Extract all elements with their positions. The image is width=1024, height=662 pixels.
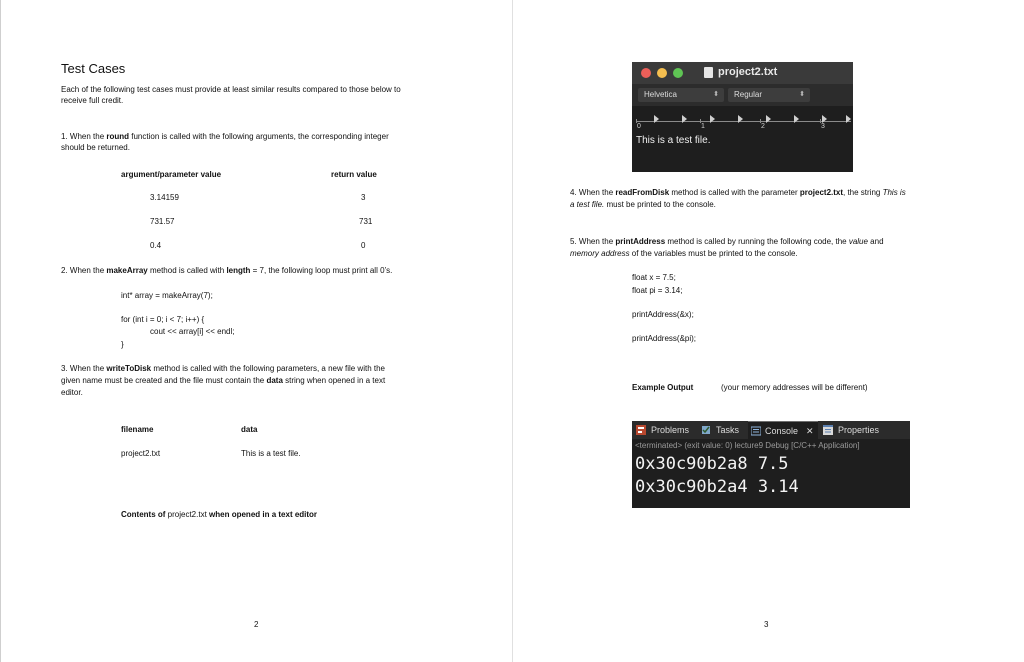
case5-w2: memory address [570,249,630,258]
console-icon [751,426,761,436]
col-return: return value [331,170,377,179]
console-panel [632,421,910,508]
case3-text [61,363,385,374]
tab-label: Problems [651,425,690,435]
stepper-icon: ⬍ [713,91,719,98]
document-icon [704,67,713,78]
case5-post: of the variables must be printed to the console. [629,249,798,258]
tab-stop-icon[interactable] [682,115,687,123]
console-tab-bar [632,421,910,439]
case1-pre: 1. When the [61,132,107,141]
contents-post: when opened in a text editor [206,510,318,519]
case3-line2-bold: data [266,376,283,385]
case1-text [61,131,389,142]
col-data: data [241,425,258,434]
tasks-icon [701,425,711,435]
minimize-window-button[interactable] [657,68,667,78]
font-family-select[interactable] [638,88,724,102]
font-style-select[interactable] [728,88,810,102]
intro-line-1: Each of the following test cases must provide at least similar results compared to those below to [61,85,401,94]
case1-line2: should be returned. [61,143,130,152]
case3-pre: 3. When the [61,364,107,373]
ruler[interactable] [632,110,853,134]
tab-stop-icon[interactable] [794,115,799,123]
case2-pre: 2. When the [61,266,107,275]
case5-text [570,236,884,247]
tab-stop-icon[interactable] [654,115,659,123]
ruler-label: 0 [637,123,641,130]
case4-str2: a test file. [570,200,605,209]
case4-text [570,187,906,198]
console-output-line: 0x30c90b2a4 3.14 [635,477,799,497]
intro-line-2: receive full credit. [61,96,124,105]
case3-fn: writeToDisk [106,364,152,373]
col-filename: filename [121,425,154,434]
properties-icon [823,425,833,435]
cell-filename: project2.txt [121,449,161,458]
case5-pre: 5. When the [570,237,616,246]
tab-console[interactable] [748,421,818,440]
case3-line2-pre: given name must be created and the file must contain the [61,376,267,385]
contents-caption [121,509,317,520]
page-number: 3 [764,620,769,629]
tab-problems[interactable] [635,421,697,439]
maximize-window-button[interactable] [673,68,683,78]
case3-line2 [61,375,385,386]
code-line: for (int i = 0; i < 7; i++) { [121,315,205,324]
tab-stop-icon[interactable] [738,115,743,123]
case4-param: project2.txt [799,188,844,197]
font-style-value: Regular [734,90,763,99]
case3-post: method is called with the following parameters, a new file with the [151,364,386,373]
console-output-line: 0x30c90b2a8 7.5 [635,454,789,474]
case5-fn: printAddress [615,237,666,246]
console-status: <terminated> (exit value: 0) lecture9 Debug [C/C++ Application] [635,441,860,450]
code-line: int* array = makeArray(7); [121,291,213,300]
case5-mid: method is called by running the following code, the [665,237,849,246]
case2-mid: method is called with [147,266,227,275]
tab-tasks[interactable] [700,421,746,439]
table-cell-arg: 731.57 [150,217,175,226]
table-cell-ret: 3 [361,193,366,202]
tab-label: Console [765,426,799,436]
ruler-label: 3 [821,123,825,130]
case4-line2 [570,199,716,210]
code-line: cout << array[i] << endl; [150,327,235,336]
section-heading: Test Cases [61,61,126,76]
example-output-note: (your memory addresses will be different) [721,383,868,392]
code-line: printAddress(&x); [632,310,694,319]
contents-file: project2.txt [167,510,207,519]
table-cell-ret: 0 [361,241,366,250]
ruler-label: 2 [761,123,765,130]
case4-fn: readFromDisk [615,188,670,197]
problems-icon [636,425,646,435]
stepper-icon: ⬍ [799,91,805,98]
case4-mid2: , the string [843,188,883,197]
code-line: } [121,340,124,349]
editor-toolbar [632,84,853,106]
close-window-button[interactable] [641,68,651,78]
font-family-value: Helvetica [644,90,677,99]
tab-label: Tasks [716,425,740,435]
text-editor-window [632,62,853,172]
tab-stop-icon[interactable] [766,115,771,123]
case2-fn: makeArray [106,266,148,275]
tab-label: Properties [838,425,880,435]
editor-title: project2.txt [718,66,778,78]
case5-and: and [867,237,884,246]
table-cell-arg: 0.4 [150,241,162,250]
tab-stop-icon[interactable] [822,115,827,123]
case4-post: must be printed to the console. [604,200,716,209]
cell-data: This is a test file. [241,449,301,458]
case3-line2-post: string when opened in a text [282,376,386,385]
case2-post: = 7, the following loop must print all 0’s. [250,266,393,275]
case4-mid: method is called with the parameter [669,188,800,197]
page-number: 2 [254,620,259,629]
ruler-line [636,121,851,122]
table-cell-arg: 3.14159 [150,193,179,202]
code-line: float pi = 3.14; [632,286,683,295]
table-cell-ret: 731 [359,217,373,226]
case4-str1: This is [882,188,906,197]
tab-properties[interactable] [822,421,902,439]
case1-post: function is called with the following arguments, the corresponding integer [129,132,389,141]
case2-text [61,265,392,276]
case1-fn: round [106,132,130,141]
case3-line3: editor. [61,388,83,397]
editor-text-area[interactable]: This is a test file. [636,135,711,146]
case4-pre: 4. When the [570,188,616,197]
contents-pre: Contents of [121,510,168,519]
code-line: printAddress(&pi); [632,334,697,343]
example-output-label: Example Output [632,383,694,392]
tab-stop-icon[interactable] [846,115,851,123]
ruler-label: 1 [701,123,705,130]
tab-stop-icon[interactable] [710,115,715,123]
case5-line2 [570,248,798,259]
case2-param: length [226,266,251,275]
case5-w1: value [848,237,868,246]
code-line: float x = 7.5; [632,273,676,282]
editor-titlebar [632,62,853,84]
close-icon[interactable]: ✕ [806,426,814,436]
col-argument: argument/parameter value [121,170,222,179]
